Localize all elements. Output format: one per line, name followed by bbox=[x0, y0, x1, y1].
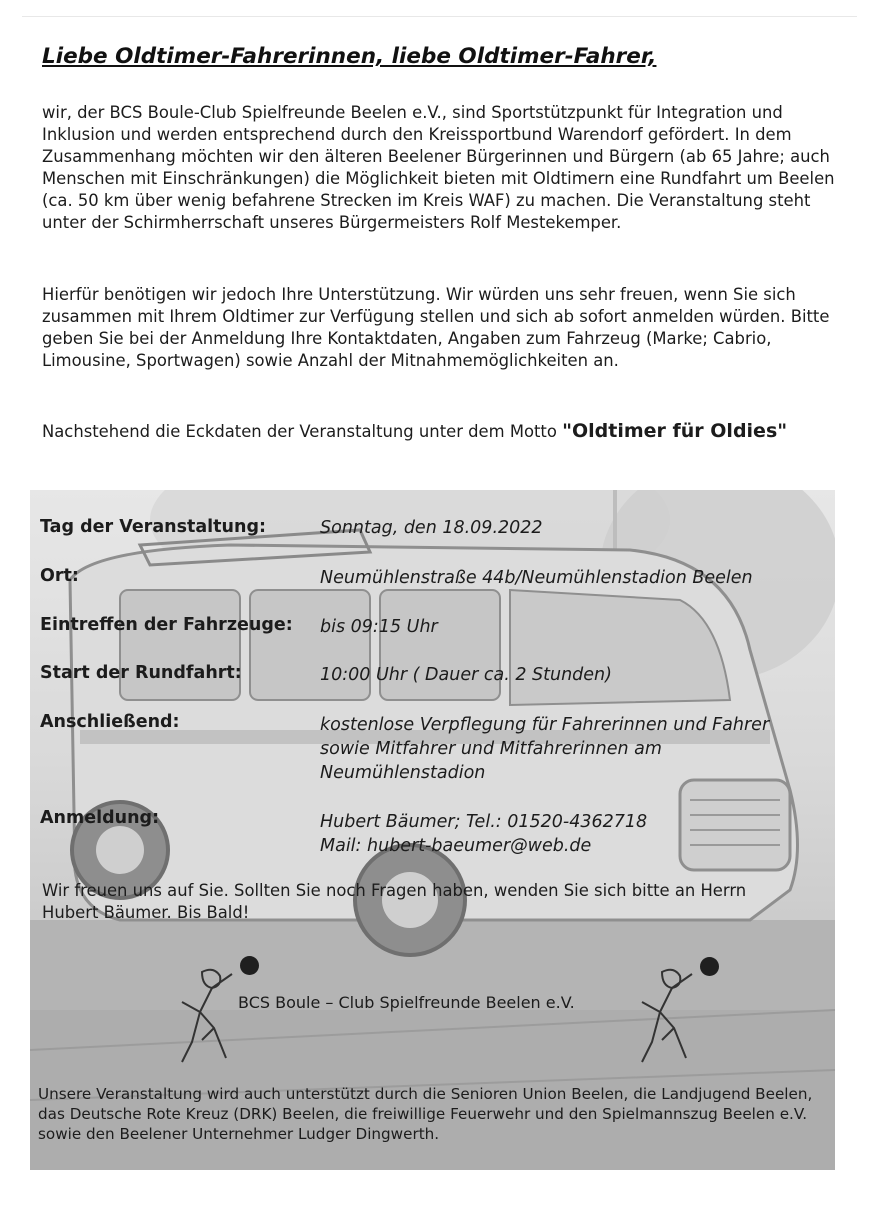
detail-value-date: Sonntag, den 18.09.2022 bbox=[320, 518, 543, 538]
detail-label-arrival: Eintreffen der Fahrzeuge: bbox=[40, 615, 293, 635]
detail-label-date: Tag der Veranstaltung: bbox=[40, 517, 266, 537]
detail-label-afterwards: Anschließend: bbox=[40, 712, 180, 732]
closing-text: Wir freuen uns auf Sie. Sollten Sie noch Fragen haben, wenden Sie sich bitte an Herrn Hubert Bäumer. Bis Bald! bbox=[42, 881, 747, 922]
boule-player-figure-icon bbox=[172, 962, 242, 1072]
detail-value-arrival: bis 09:15 Uhr bbox=[320, 617, 438, 637]
detail-value-registration-mail: Mail: hubert-baeumer@web.de bbox=[320, 836, 592, 856]
club-name: BCS Boule – Club Spielfreunde Beelen e.V. bbox=[238, 993, 575, 1012]
detail-label-location: Ort: bbox=[40, 566, 79, 586]
intro-paragraph: wir, der BCS Boule-Club Spielfreunde Beelen e.V., sind Sportstützpunkt für Integration und Inklusion und werden entsprechend durch den Kreissportbund Warendorf gefördert. In dem Zusammenhang möchten wir den älteren Beelener Bürgerinnen und Bürgern (ab 65 Jahre; auch Menschen mit Einschränkungen) die Möglichkeit bieten mit Oldtimern eine Rundfahrt um Beelen (ca. 50 km über wenig befahrene Strecken im Kreis WAF) zu machen. Die Veranstaltung steht unter der Schirmherrschaft unseres Bürgermeisters Rolf Mestekemper. bbox=[42, 103, 835, 232]
support-paragraph: Hierfür benötigen wir jedoch Ihre Unterstützung. Wir würden uns sehr freuen, wenn Sie sich zusammen mit Ihrem Oldtimer zur Verfügung stellen und sich ab sofort anmelden würden. Bitte geben Sie bei der Anmeldung Ihre Kontaktdaten, Angaben zum Fahrzeug (Marke; Cabrio, Limousine, Sportwagen) sowie Anzahl der Mitnahmemöglichkeiten an. bbox=[42, 285, 830, 370]
detail-value-start: 10:00 Uhr ( Dauer ca. 2 Stunden) bbox=[320, 665, 612, 685]
detail-value-registration: Hubert Bäumer; Tel.: 01520-4362718 bbox=[320, 812, 648, 832]
detail-value-location: Neumühlenstraße 44b/Neumühlenstadion Beelen bbox=[320, 568, 753, 588]
boule-player-figure-icon bbox=[632, 962, 702, 1072]
boule-ball-icon bbox=[700, 957, 719, 976]
motto-intro: Nachstehend die Eckdaten der Veranstaltung unter dem Motto bbox=[42, 422, 563, 441]
detail-label-registration: Anmeldung: bbox=[40, 808, 160, 828]
page-title: Liebe Oldtimer-Fahrerinnen, liebe Oldtimer-Fahrer, bbox=[42, 44, 657, 69]
footer-supporters: Unsere Veranstaltung wird auch unterstützt durch die Senioren Union Beelen, die Landjugend Beelen, das Deutsche Rote Kreuz (DRK) Beelen, die freiwillige Feuerwehr und den Spielmannszug Beelen e.V. sowie den Beelener Unternehmer Ludger Dingwerth. bbox=[38, 1085, 813, 1143]
motto: "Oldtimer für Oldies" bbox=[562, 420, 788, 442]
detail-value-afterwards: kostenlose Verpflegung für Fahrerinnen und Fahrer sowie Mitfahrer und Mitfahrerinnen am Neumühlenstadion bbox=[320, 715, 770, 783]
detail-label-start: Start der Rundfahrt: bbox=[40, 663, 242, 683]
boule-ball-icon bbox=[240, 956, 259, 975]
motto-paragraph bbox=[42, 420, 802, 443]
